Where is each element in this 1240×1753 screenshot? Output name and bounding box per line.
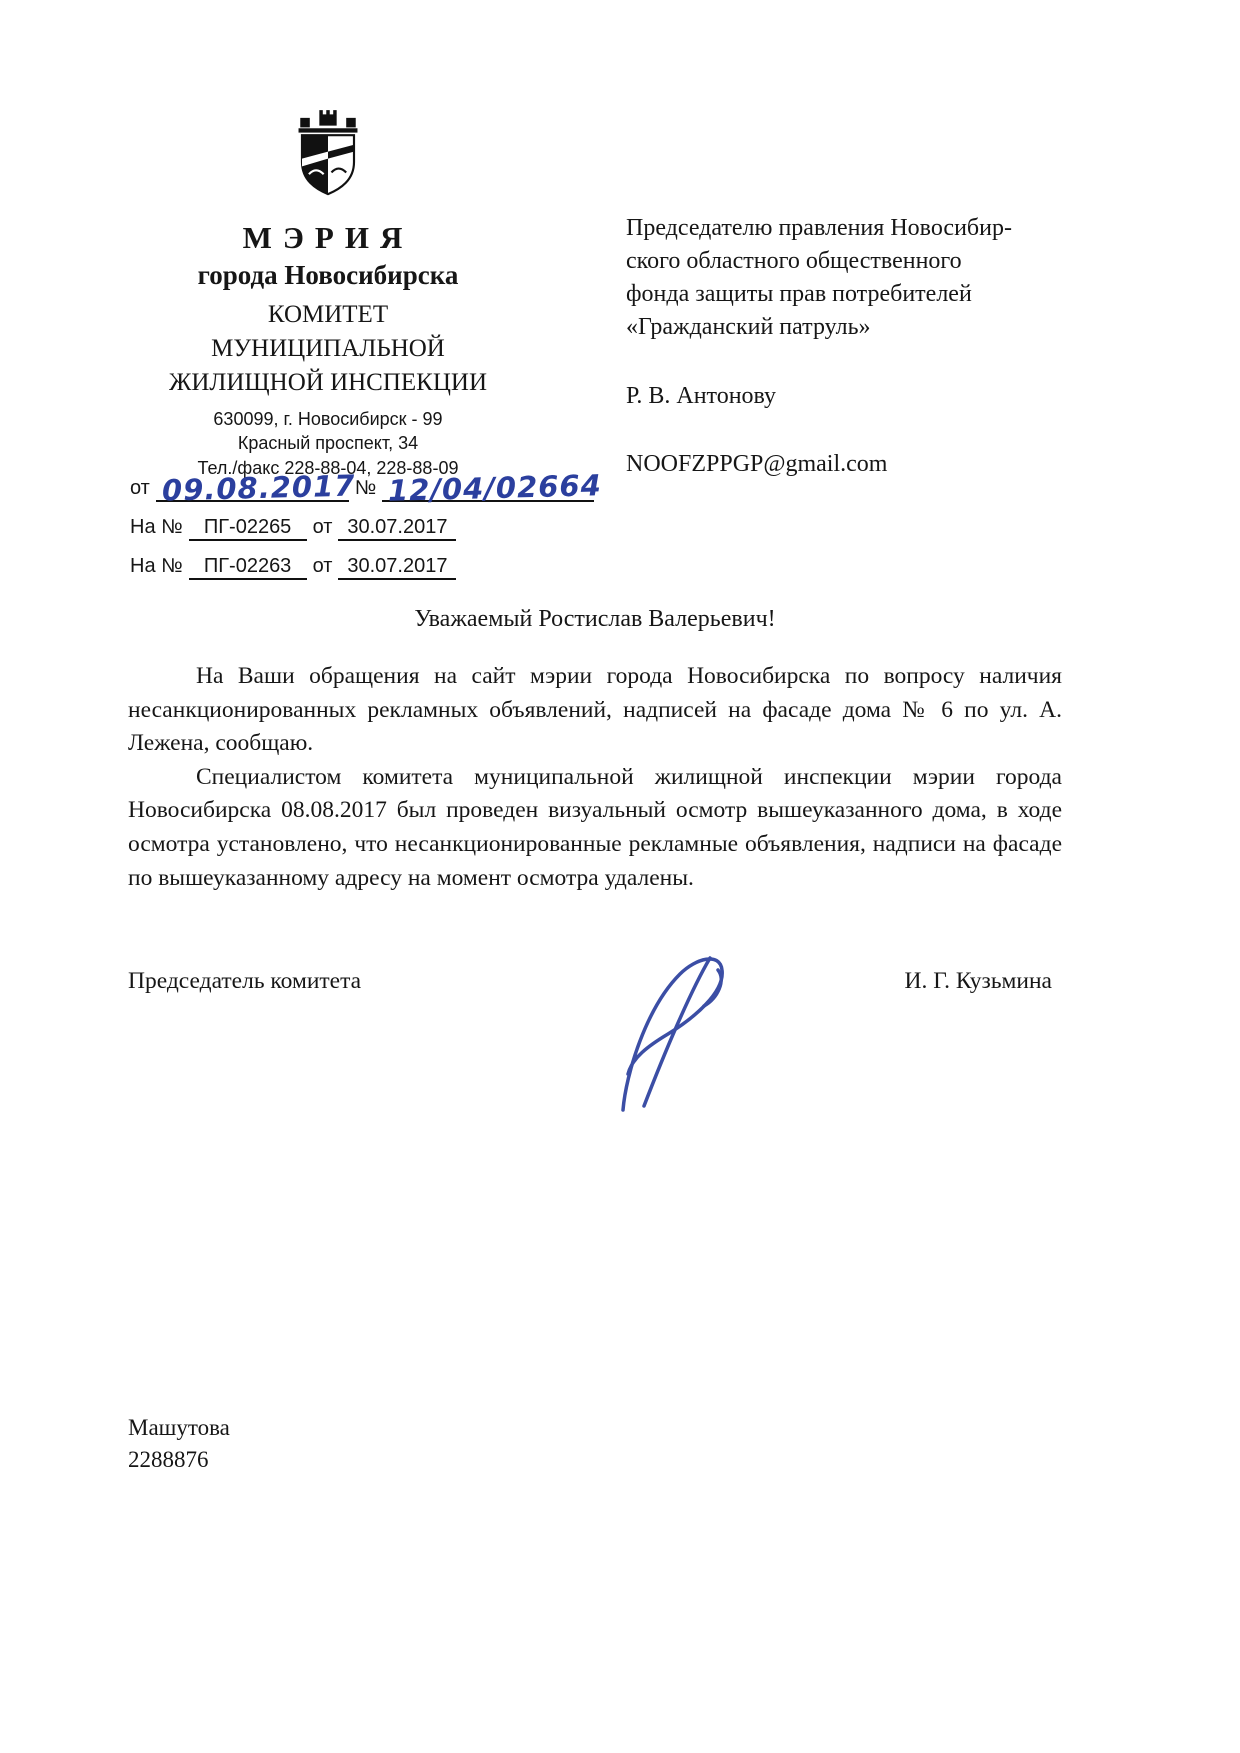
recipient-line: «Гражданский патруль» (626, 314, 871, 341)
signer-title: Председатель комитета (128, 968, 362, 994)
incoming-ref-line-2 (130, 555, 600, 580)
reply-to-label-2: На № (130, 555, 183, 577)
from-label: от (130, 477, 150, 499)
incoming-ref-line-1 (130, 516, 600, 541)
novosibirsk-coat-of-arms-icon (276, 108, 380, 204)
reply-to-label: На № (130, 516, 183, 538)
reference-block (130, 462, 603, 580)
salutation: Уважаемый Ростислав Валерьевич! (414, 606, 776, 632)
paragraph-2: Специалистом комитета муниципальной жилищной инспекции мэрии города Новосибирска 08.08.2017 был проведен визуальный осмотр вышеуказанного дома, в ходе осмотра установлено, что несанкционированные рекламные объявления, надписи на фасаде по вышеуказанному адресу на момент осмотра удалены. (128, 763, 1062, 891)
org-name: МЭРИЯ (242, 220, 414, 255)
executor-phone: 2288876 (128, 1447, 209, 1473)
org-postal-address: 630099, г. Новосибирск - 99 (213, 409, 443, 429)
org-dept-line2: МУНИЦИПАЛЬНОЙ (211, 335, 445, 362)
outgoing-number-blank (382, 468, 603, 508)
incoming-number-1: ПГ-02265 (189, 516, 307, 541)
outgoing-ref-line (130, 462, 603, 508)
handwritten-outgoing-date: 09.08.2017 (161, 468, 356, 508)
letter-body (128, 660, 1062, 895)
paragraph-1: На Ваши обращения на сайт мэрии города Новосибирска по вопросу наличия несанкционированных рекламных объявлений, надписей на фасаде дома № 6 по ул. А. Лежена, сообщаю. (128, 663, 1062, 757)
recipient-block (626, 212, 1076, 481)
handwritten-signature-icon (568, 946, 768, 1116)
incoming-date-1: 30.07.2017 (338, 516, 456, 541)
recipient-line: Председателю правления Новосибир- (626, 215, 1012, 241)
incoming-date-2: 30.07.2017 (338, 555, 456, 580)
executor-block (128, 1412, 230, 1476)
executor-name: Машутова (128, 1415, 230, 1440)
number-sign-label: № (354, 477, 377, 499)
incoming-number-2: ПГ-02263 (189, 555, 307, 580)
org-dept-line1: КОМИТЕТ (267, 301, 389, 328)
recipient-line: фонда защиты прав потребителей (626, 281, 972, 308)
from-label-2: от (312, 516, 333, 538)
org-street-address: Красный проспект, 34 (237, 433, 419, 454)
org-phone-fax: Тел./факс 228-88-04, 228-88-09 (197, 457, 459, 478)
outgoing-date-blank (156, 468, 356, 508)
recipient-line: ского областного общественного (626, 248, 962, 275)
handwritten-outgoing-number: 12/04/02664 (387, 468, 603, 508)
recipient-name: Р. В. Антонову (626, 383, 777, 410)
org-city: города Новосибирска (197, 260, 459, 290)
recipient-email: NOOFZPPGP@gmail.com (626, 450, 888, 477)
letterhead (118, 108, 538, 480)
org-dept-line3: ЖИЛИЩНОЙ ИНСПЕКЦИИ (168, 369, 488, 396)
signer-name: И. Г. Кузьмина (904, 968, 1052, 994)
from-label-3: от (312, 555, 333, 577)
